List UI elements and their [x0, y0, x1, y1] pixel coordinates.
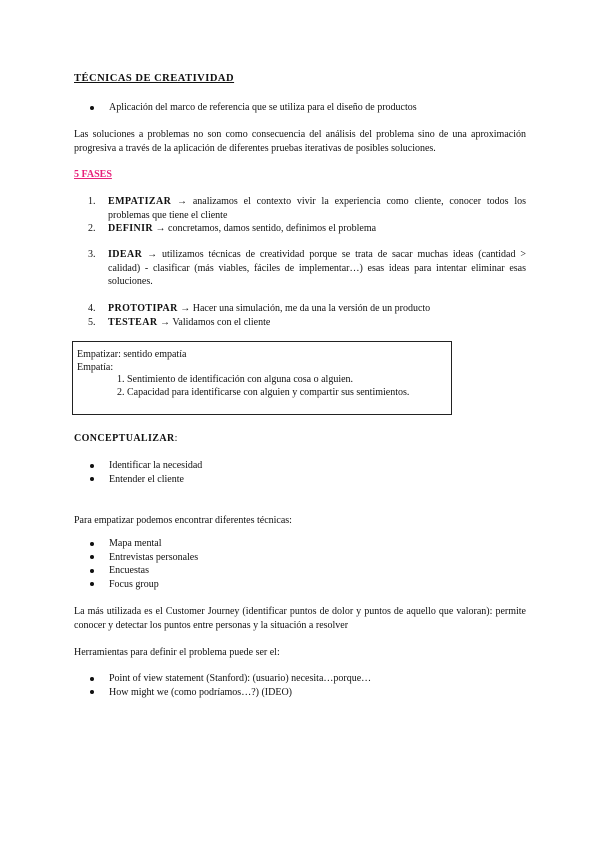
list-item: Entrevistas personales — [90, 551, 198, 565]
phase-text: → analizamos el contexto vivir la experiencia como cliente, conocer todos los problemas que tiene el cliente — [108, 196, 527, 221]
heading-colon: : — [174, 433, 178, 444]
phase-item — [88, 316, 526, 330]
box-line: Empatía: — [77, 361, 114, 373]
phase-number: 1. — [88, 196, 96, 207]
techniques-list — [90, 537, 198, 591]
phase-item — [88, 302, 526, 316]
definition-list — [77, 373, 447, 399]
page-title: TÉCNICAS DE CREATIVIDAD — [74, 73, 235, 84]
tools-intro: Herramientas para definir el problema puede ser el: — [74, 647, 280, 658]
list-item: Aplicación del marco de referencia que se utiliza para el diseño de productos — [90, 101, 417, 115]
phase-name: DEFINIR — [108, 223, 154, 234]
list-item: 1. Sentimiento de identificación con alguna cosa o alguien. — [117, 374, 354, 385]
phase-name: EMPATIZAR — [108, 196, 172, 207]
phase-item — [88, 222, 526, 236]
list-item: Focus group — [90, 578, 198, 592]
list-item: Point of view statement (Stanford): (usuario) necesita…porque… — [90, 672, 371, 686]
techniques-intro: Para empatizar podemos encontrar diferentes técnicas: — [74, 515, 292, 526]
phase-number: 3. — [88, 249, 96, 260]
phase-name: PROTOTIPAR — [108, 303, 178, 314]
customer-journey-paragraph: La más utilizada es el Customer Journey (identificar puntos de dolor y puntos de aquello que valoran): permite conocer y detectar los puntos entre personas y la situación a resolver — [74, 606, 526, 631]
definition-box — [72, 341, 452, 415]
phase-number: 5. — [88, 317, 96, 328]
box-line: Empatizar: sentido empatía — [77, 349, 187, 360]
phase-text: → Hacer una simulación, me da una la versión de un producto — [180, 303, 431, 314]
list-item: Encuestas — [90, 564, 198, 578]
phase-name: TESTEAR — [108, 317, 158, 328]
phase-number: 4. — [88, 303, 96, 314]
phases-heading: 5 FASES — [74, 169, 112, 180]
phase-item — [88, 248, 526, 289]
conceptualizar-list — [90, 459, 202, 486]
intro-paragraph: Las soluciones a problemas no son como consecuencia del análisis del problema sino de una aproximación progresiva a través de la aplicación de diferentes pruebas iterativas de posibles soluciones. — [74, 129, 526, 154]
intro-bullet-list — [90, 101, 417, 115]
phase-text: → concretamos, damos sentido, definimos el problema — [155, 223, 377, 234]
list-item: How might we (como podríamos…?) (IDEO) — [90, 686, 371, 700]
phase-item — [88, 195, 526, 222]
list-item: 2. Capacidad para identificarse con alguien y compartir sus sentimientos. — [117, 387, 410, 398]
phase-name: IDEAR — [108, 249, 143, 260]
phase-text: → Validamos con el cliente — [160, 317, 271, 328]
phase-text: → utilizamos técnicas de creatividad porque se trata de sacar muchas ideas (cantidad > calidad) - clasificar (más viables, fáciles de implementar…) esas ideas para intentar eliminar esas soluciones. — [108, 249, 527, 287]
list-item: Mapa mental — [90, 537, 198, 551]
list-item: Entender el cliente — [90, 473, 202, 487]
conceptualizar-heading — [74, 432, 177, 446]
list-item: Identificar la necesidad — [90, 459, 202, 473]
heading-text: CONCEPTUALIZAR — [74, 433, 175, 444]
phase-number: 2. — [88, 223, 96, 234]
tools-list — [90, 672, 371, 699]
